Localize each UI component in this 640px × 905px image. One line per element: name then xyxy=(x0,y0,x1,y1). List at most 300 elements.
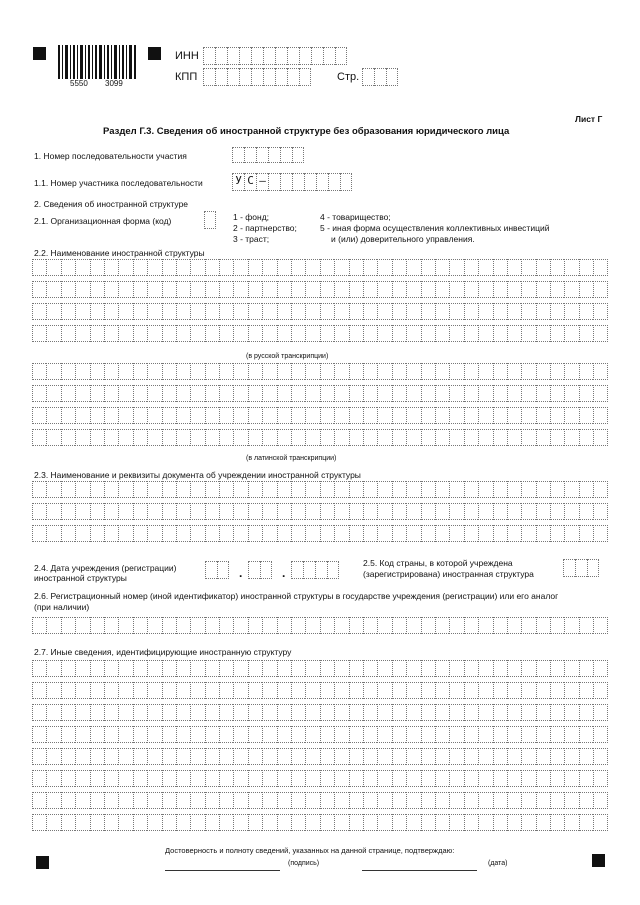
input-cell[interactable] xyxy=(46,617,60,634)
input-cell[interactable] xyxy=(104,429,118,446)
input-cell[interactable] xyxy=(435,770,449,787)
input-cell[interactable] xyxy=(507,503,521,520)
input-cell[interactable] xyxy=(61,481,75,498)
input-cell[interactable] xyxy=(219,481,233,498)
input-cell[interactable] xyxy=(262,259,276,276)
input-cell[interactable] xyxy=(521,525,535,542)
input-cell[interactable] xyxy=(521,503,535,520)
input-cell[interactable] xyxy=(162,792,176,809)
input-cell[interactable] xyxy=(280,173,292,191)
input-cell[interactable] xyxy=(392,259,406,276)
input-cell[interactable] xyxy=(32,363,46,380)
input-cell[interactable] xyxy=(233,281,247,298)
input-cell[interactable] xyxy=(493,660,507,677)
input-cell[interactable] xyxy=(493,407,507,424)
input-cell[interactable] xyxy=(75,303,89,320)
input-cell[interactable] xyxy=(32,259,46,276)
input-cell[interactable] xyxy=(564,682,578,699)
input-cell[interactable] xyxy=(328,173,340,191)
input-cell[interactable] xyxy=(579,617,593,634)
input-cell[interactable] xyxy=(75,525,89,542)
input-cell[interactable] xyxy=(32,792,46,809)
input-cell[interactable] xyxy=(248,682,262,699)
input-cell[interactable] xyxy=(593,259,607,276)
input-cell[interactable] xyxy=(305,682,319,699)
input-cell[interactable] xyxy=(190,726,204,743)
input-cell[interactable] xyxy=(133,770,147,787)
input-cell[interactable] xyxy=(190,525,204,542)
input-cell[interactable] xyxy=(305,503,319,520)
input-cell[interactable] xyxy=(147,682,161,699)
input-cell[interactable] xyxy=(464,429,478,446)
input-cell[interactable] xyxy=(579,481,593,498)
input-cell[interactable] xyxy=(406,363,420,380)
input-cell[interactable] xyxy=(133,259,147,276)
input-cell[interactable] xyxy=(449,792,463,809)
input-cell[interactable] xyxy=(478,281,492,298)
input-cell[interactable] xyxy=(32,503,46,520)
input-cell[interactable] xyxy=(406,726,420,743)
input-cell[interactable] xyxy=(507,617,521,634)
input-cell[interactable] xyxy=(32,281,46,298)
input-cell[interactable] xyxy=(550,814,564,831)
input-cell[interactable] xyxy=(32,407,46,424)
input-cell[interactable] xyxy=(550,303,564,320)
input-cell[interactable] xyxy=(118,617,132,634)
input-cell[interactable] xyxy=(406,407,420,424)
input-cell[interactable] xyxy=(421,792,435,809)
input-cell[interactable] xyxy=(233,525,247,542)
input-cell[interactable] xyxy=(421,704,435,721)
input-cell[interactable] xyxy=(377,792,391,809)
input-cell[interactable] xyxy=(75,385,89,402)
input-cell[interactable] xyxy=(176,259,190,276)
input-cell[interactable] xyxy=(521,281,535,298)
input-cell[interactable] xyxy=(421,503,435,520)
input-cell[interactable] xyxy=(118,503,132,520)
input-cell[interactable] xyxy=(205,363,219,380)
input-cell[interactable] xyxy=(521,259,535,276)
input-cell[interactable] xyxy=(521,726,535,743)
input-cell[interactable] xyxy=(421,617,435,634)
input-cell[interactable] xyxy=(421,281,435,298)
input-cell[interactable] xyxy=(190,770,204,787)
input-cell[interactable] xyxy=(564,704,578,721)
input-cell[interactable] xyxy=(392,407,406,424)
input-cell[interactable] xyxy=(507,748,521,765)
input-cell[interactable] xyxy=(363,770,377,787)
input-cell[interactable] xyxy=(349,792,363,809)
inn-field[interactable] xyxy=(203,47,347,65)
input-cell[interactable] xyxy=(291,303,305,320)
input-cell[interactable] xyxy=(291,481,305,498)
input-cell[interactable] xyxy=(493,325,507,342)
input-cell[interactable] xyxy=(406,792,420,809)
input-cell[interactable] xyxy=(449,429,463,446)
input-cell[interactable] xyxy=(275,68,287,86)
input-cell[interactable] xyxy=(291,561,303,579)
input-cell[interactable] xyxy=(75,281,89,298)
input-cell[interactable] xyxy=(536,525,550,542)
input-cell[interactable] xyxy=(464,259,478,276)
input-cell[interactable] xyxy=(550,617,564,634)
input-cell[interactable] xyxy=(435,303,449,320)
input-cell[interactable] xyxy=(421,682,435,699)
input-cell[interactable] xyxy=(262,792,276,809)
input-cell[interactable] xyxy=(521,682,535,699)
input-cell[interactable] xyxy=(421,770,435,787)
input-cell[interactable] xyxy=(478,525,492,542)
input-cell[interactable] xyxy=(536,325,550,342)
input-cell[interactable] xyxy=(363,303,377,320)
input-cell[interactable] xyxy=(287,68,299,86)
input-cell[interactable] xyxy=(334,682,348,699)
input-cell[interactable] xyxy=(507,726,521,743)
input-cell[interactable] xyxy=(248,561,260,579)
input-cell[interactable] xyxy=(268,147,280,163)
input-cell[interactable] xyxy=(305,814,319,831)
input-cell[interactable] xyxy=(75,259,89,276)
input-cell[interactable] xyxy=(363,726,377,743)
input-cell[interactable] xyxy=(205,303,219,320)
input-cell[interactable] xyxy=(190,704,204,721)
input-cell[interactable] xyxy=(392,303,406,320)
input-cell[interactable] xyxy=(46,792,60,809)
input-cell[interactable] xyxy=(104,770,118,787)
input-cell[interactable] xyxy=(507,281,521,298)
input-cell[interactable] xyxy=(406,481,420,498)
input-cell[interactable] xyxy=(349,259,363,276)
input-cell[interactable] xyxy=(248,407,262,424)
input-cell[interactable] xyxy=(233,303,247,320)
input-cell[interactable] xyxy=(349,503,363,520)
input-cell[interactable] xyxy=(251,47,263,65)
input-cell[interactable] xyxy=(277,259,291,276)
input-cell[interactable] xyxy=(262,385,276,402)
input-cell[interactable] xyxy=(320,792,334,809)
input-cell[interactable] xyxy=(320,617,334,634)
input-cell[interactable] xyxy=(564,660,578,677)
input-cell[interactable] xyxy=(75,363,89,380)
input-cell[interactable] xyxy=(90,660,104,677)
input-cell[interactable] xyxy=(536,814,550,831)
input-cell[interactable] xyxy=(334,503,348,520)
input-cell[interactable] xyxy=(507,363,521,380)
input-cell[interactable] xyxy=(262,325,276,342)
input-cell[interactable] xyxy=(521,325,535,342)
input-cell[interactable] xyxy=(32,748,46,765)
input-cell[interactable] xyxy=(334,281,348,298)
input-cell[interactable] xyxy=(363,748,377,765)
input-cell[interactable] xyxy=(593,325,607,342)
input-cell[interactable] xyxy=(363,503,377,520)
input-cell[interactable] xyxy=(377,325,391,342)
input-cell[interactable] xyxy=(147,660,161,677)
input-cell[interactable] xyxy=(248,325,262,342)
input-cell[interactable] xyxy=(363,481,377,498)
input-cell[interactable] xyxy=(579,259,593,276)
input-cell[interactable] xyxy=(190,385,204,402)
input-cell[interactable] xyxy=(190,617,204,634)
input-cell[interactable] xyxy=(392,660,406,677)
input-cell[interactable] xyxy=(521,792,535,809)
input-cell[interactable] xyxy=(464,792,478,809)
input-cell[interactable] xyxy=(377,704,391,721)
input-cell[interactable] xyxy=(104,385,118,402)
input-cell[interactable] xyxy=(320,704,334,721)
input-cell[interactable] xyxy=(205,770,219,787)
input-cell[interactable] xyxy=(203,47,215,65)
input-cell[interactable] xyxy=(75,407,89,424)
input-cell[interactable] xyxy=(147,503,161,520)
input-cell[interactable] xyxy=(280,147,292,163)
input-cell[interactable] xyxy=(521,814,535,831)
input-cell[interactable] xyxy=(262,726,276,743)
input-cell[interactable] xyxy=(75,748,89,765)
input-cell[interactable] xyxy=(334,429,348,446)
input-cell[interactable] xyxy=(593,303,607,320)
input-cell[interactable] xyxy=(90,429,104,446)
input-cell[interactable] xyxy=(205,325,219,342)
input-cell[interactable] xyxy=(147,363,161,380)
input-cell[interactable] xyxy=(176,814,190,831)
input-cell[interactable] xyxy=(579,325,593,342)
input-cell[interactable] xyxy=(205,748,219,765)
input-cell[interactable] xyxy=(435,525,449,542)
input-cell[interactable] xyxy=(536,660,550,677)
input-cell[interactable] xyxy=(507,325,521,342)
input-cell[interactable] xyxy=(550,281,564,298)
input-cell[interactable] xyxy=(32,325,46,342)
date-line[interactable] xyxy=(362,870,477,871)
input-cell[interactable] xyxy=(61,525,75,542)
input-cell[interactable] xyxy=(449,281,463,298)
input-cell[interactable] xyxy=(277,704,291,721)
input-cell[interactable] xyxy=(303,561,315,579)
input-cell[interactable] xyxy=(147,748,161,765)
input-cell[interactable] xyxy=(219,682,233,699)
input-cell[interactable] xyxy=(335,47,347,65)
input-cell[interactable] xyxy=(349,748,363,765)
input-cell[interactable] xyxy=(363,525,377,542)
input-cell[interactable] xyxy=(219,525,233,542)
input-cell[interactable] xyxy=(464,770,478,787)
input-cell[interactable] xyxy=(305,704,319,721)
input-cell[interactable] xyxy=(334,303,348,320)
input-cell[interactable] xyxy=(190,748,204,765)
input-cell[interactable] xyxy=(521,617,535,634)
input-cell[interactable] xyxy=(478,259,492,276)
input-cell[interactable] xyxy=(579,682,593,699)
input-cell[interactable] xyxy=(575,559,587,577)
input-cell[interactable] xyxy=(521,407,535,424)
input-cell[interactable] xyxy=(219,660,233,677)
input-cell[interactable] xyxy=(176,770,190,787)
input-cell[interactable] xyxy=(521,481,535,498)
input-cell[interactable] xyxy=(190,792,204,809)
input-cell[interactable] xyxy=(233,503,247,520)
input-cell[interactable] xyxy=(291,704,305,721)
input-cell[interactable] xyxy=(392,770,406,787)
input-cell[interactable] xyxy=(449,259,463,276)
input-cell[interactable] xyxy=(593,682,607,699)
input-cell[interactable] xyxy=(305,748,319,765)
input-cell[interactable] xyxy=(579,814,593,831)
input-cell[interactable] xyxy=(147,407,161,424)
input-cell[interactable] xyxy=(392,682,406,699)
input-cell[interactable] xyxy=(275,47,287,65)
input-cell[interactable] xyxy=(205,660,219,677)
input-cell[interactable] xyxy=(219,704,233,721)
input-cell[interactable] xyxy=(449,525,463,542)
input-cell[interactable] xyxy=(449,481,463,498)
input-cell[interactable] xyxy=(248,281,262,298)
input-cell[interactable] xyxy=(104,303,118,320)
input-cell[interactable] xyxy=(334,363,348,380)
prefilled-cell[interactable]: У xyxy=(232,173,244,191)
input-cell[interactable] xyxy=(162,682,176,699)
input-cell[interactable] xyxy=(46,770,60,787)
input-cell[interactable] xyxy=(521,770,535,787)
input-cell[interactable] xyxy=(61,503,75,520)
input-cell[interactable] xyxy=(176,429,190,446)
input-cell[interactable] xyxy=(118,281,132,298)
input-cell[interactable] xyxy=(550,792,564,809)
input-cell[interactable] xyxy=(176,617,190,634)
input-cell[interactable] xyxy=(478,503,492,520)
input-cell[interactable] xyxy=(248,481,262,498)
input-cell[interactable] xyxy=(435,429,449,446)
grid-row[interactable] xyxy=(32,660,608,677)
input-cell[interactable] xyxy=(349,281,363,298)
input-cell[interactable] xyxy=(118,770,132,787)
participant-number-field[interactable] xyxy=(232,173,352,191)
input-cell[interactable] xyxy=(190,259,204,276)
input-cell[interactable] xyxy=(406,303,420,320)
input-cell[interactable] xyxy=(478,303,492,320)
input-cell[interactable] xyxy=(162,281,176,298)
input-cell[interactable] xyxy=(536,748,550,765)
input-cell[interactable] xyxy=(233,259,247,276)
input-cell[interactable] xyxy=(248,660,262,677)
input-cell[interactable] xyxy=(233,617,247,634)
input-cell[interactable] xyxy=(349,303,363,320)
input-cell[interactable] xyxy=(320,303,334,320)
input-cell[interactable] xyxy=(75,792,89,809)
input-cell[interactable] xyxy=(550,770,564,787)
input-cell[interactable] xyxy=(233,682,247,699)
input-cell[interactable] xyxy=(464,503,478,520)
input-cell[interactable] xyxy=(377,429,391,446)
input-cell[interactable] xyxy=(75,682,89,699)
input-cell[interactable] xyxy=(421,814,435,831)
input-cell[interactable] xyxy=(377,682,391,699)
input-cell[interactable] xyxy=(579,385,593,402)
input-cell[interactable] xyxy=(104,281,118,298)
input-cell[interactable] xyxy=(406,429,420,446)
input-cell[interactable] xyxy=(521,303,535,320)
input-cell[interactable] xyxy=(363,429,377,446)
input-cell[interactable] xyxy=(435,481,449,498)
input-cell[interactable] xyxy=(478,363,492,380)
input-cell[interactable] xyxy=(392,429,406,446)
input-cell[interactable] xyxy=(190,660,204,677)
input-cell[interactable] xyxy=(233,407,247,424)
input-cell[interactable] xyxy=(291,726,305,743)
input-cell[interactable] xyxy=(162,363,176,380)
input-cell[interactable] xyxy=(536,259,550,276)
input-cell[interactable] xyxy=(46,429,60,446)
input-cell[interactable] xyxy=(435,363,449,380)
input-cell[interactable] xyxy=(507,682,521,699)
input-cell[interactable] xyxy=(550,481,564,498)
input-cell[interactable] xyxy=(299,47,311,65)
input-cell[interactable] xyxy=(219,814,233,831)
input-cell[interactable] xyxy=(478,814,492,831)
input-cell[interactable] xyxy=(104,325,118,342)
input-cell[interactable] xyxy=(162,525,176,542)
input-cell[interactable] xyxy=(464,385,478,402)
input-cell[interactable] xyxy=(406,325,420,342)
input-cell[interactable] xyxy=(421,303,435,320)
input-cell[interactable] xyxy=(104,503,118,520)
input-cell[interactable] xyxy=(176,385,190,402)
input-cell[interactable] xyxy=(579,525,593,542)
input-cell[interactable] xyxy=(334,481,348,498)
input-cell[interactable] xyxy=(61,617,75,634)
input-cell[interactable] xyxy=(118,385,132,402)
input-cell[interactable] xyxy=(176,660,190,677)
input-cell[interactable] xyxy=(392,748,406,765)
input-cell[interactable] xyxy=(248,748,262,765)
input-cell[interactable] xyxy=(147,429,161,446)
grid-row[interactable] xyxy=(32,385,608,402)
input-cell[interactable] xyxy=(406,617,420,634)
input-cell[interactable] xyxy=(61,748,75,765)
input-cell[interactable] xyxy=(493,385,507,402)
input-cell[interactable] xyxy=(421,525,435,542)
input-cell[interactable] xyxy=(104,814,118,831)
input-cell[interactable] xyxy=(291,682,305,699)
input-cell[interactable] xyxy=(32,525,46,542)
input-cell[interactable] xyxy=(362,68,374,86)
input-cell[interactable] xyxy=(32,385,46,402)
input-cell[interactable] xyxy=(593,363,607,380)
input-cell[interactable] xyxy=(147,303,161,320)
input-cell[interactable] xyxy=(593,792,607,809)
input-cell[interactable] xyxy=(162,481,176,498)
input-cell[interactable] xyxy=(536,704,550,721)
input-cell[interactable] xyxy=(464,325,478,342)
input-cell[interactable] xyxy=(162,325,176,342)
input-cell[interactable] xyxy=(90,385,104,402)
input-cell[interactable] xyxy=(392,617,406,634)
input-cell[interactable] xyxy=(147,792,161,809)
grid-row[interactable] xyxy=(32,363,608,380)
input-cell[interactable] xyxy=(104,525,118,542)
input-cell[interactable] xyxy=(205,617,219,634)
input-cell[interactable] xyxy=(377,748,391,765)
input-cell[interactable] xyxy=(550,748,564,765)
input-cell[interactable] xyxy=(219,303,233,320)
input-cell[interactable] xyxy=(392,363,406,380)
input-cell[interactable] xyxy=(118,303,132,320)
input-cell[interactable] xyxy=(593,617,607,634)
input-cell[interactable] xyxy=(564,617,578,634)
input-cell[interactable] xyxy=(190,303,204,320)
input-cell[interactable] xyxy=(215,68,227,86)
input-cell[interactable] xyxy=(305,281,319,298)
